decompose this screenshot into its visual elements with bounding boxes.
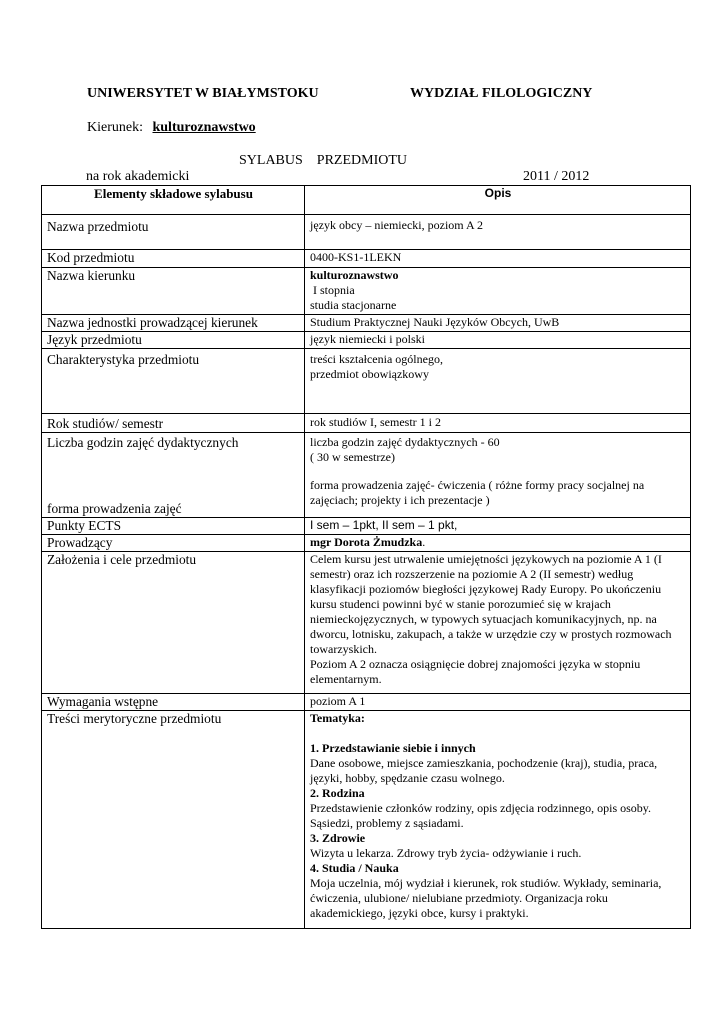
- row-label: Kod przedmiotu: [42, 250, 305, 268]
- row-value: rok studiów I, semestr 1 i 2: [305, 414, 691, 433]
- table-row: [42, 433, 691, 518]
- table-row: [42, 694, 691, 711]
- academic-year-label: na rok akademicki: [86, 169, 190, 184]
- zalozenia-paragraph: Poziom A 2 oznacza osiągnięcie dobrej znajomości języka w stopniu elementarnym.: [310, 657, 641, 686]
- table-row: [42, 250, 691, 268]
- table-row: [42, 552, 691, 694]
- prowadzacy-suffix: .: [422, 535, 426, 549]
- faculty-name: WYDZIAŁ FILOLOGICZNY: [410, 86, 593, 101]
- row-value: 0400-KS1-1LEKN: [305, 250, 691, 268]
- kierunek-label: Kierunek:: [87, 120, 143, 135]
- syllabus-table: [41, 185, 691, 929]
- topic-body: Dane osobowe, miejsce zamieszkania, pochodzenie (kraj), studia, praca, języki, hobby, spędzanie czasu wolnego.: [310, 756, 658, 785]
- row-value: I sem – 1pkt, II sem – 1 pkt,: [305, 518, 691, 535]
- kierunek-name: kulturoznawstwo: [310, 268, 399, 282]
- table-header-row: [42, 186, 691, 215]
- row-value: poziom A 1: [305, 694, 691, 711]
- forma-prowadzenia-value: forma prowadzenia zajęć- ćwiczenia ( różne formy pracy socjalnej na zajęciach; projekty i ich prezentacje ): [310, 478, 645, 507]
- topic-title: 4. Studia / Nauka: [310, 861, 399, 875]
- row-value: [305, 349, 691, 414]
- topic-body: Przedstawienie członków rodziny, opis zdjęcia rodzinnego, opis osoby. Sąsiedzi, problemy z sąsiadami.: [310, 801, 652, 830]
- row-label: Prowadzący: [42, 535, 305, 552]
- table-row: [42, 535, 691, 552]
- row-label: Język przedmiotu: [42, 332, 305, 349]
- row-value: [305, 535, 691, 552]
- table-row: [42, 215, 691, 250]
- zalozenia-paragraph: Celem kursu jest utrwalenie umiejętności językowych na poziomie A 1 (I semestr) oraz ich rozszerzenie na poziomie A 2 (II semestr) według klasyfikacji poziomów biegłości językowej Rady Europy. Po ukończeniu kursu studenci powinni być w stanie porozumieć się w krajach niemieckojęzycznych, w typowych sytuacjach komunikacyjnych, np. na dworcu, lotnisku, zakupach, a także w urzędzie czy w prostych rozmowach towarzyskich.: [310, 552, 672, 656]
- row-label: Nazwa jednostki prowadzącej kierunek: [42, 315, 305, 332]
- prowadzacy-name: mgr Dorota Żmudzka: [310, 535, 423, 549]
- row-value: [305, 433, 691, 518]
- table-row: [42, 332, 691, 349]
- row-value: [305, 711, 691, 929]
- liczba-godzin-semester: ( 30 w semestrze): [310, 450, 395, 464]
- topic-body: Wizyta u lekarza. Zdrowy tryb życia- odżywianie i ruch.: [310, 846, 582, 860]
- row-value: [305, 268, 691, 315]
- row-label: Treści merytoryczne przedmiotu: [42, 711, 305, 929]
- tematyka-heading: Tematyka:: [310, 711, 365, 725]
- row-value: [305, 552, 691, 694]
- kierunek-value: kulturoznawstwo: [152, 120, 256, 135]
- kierunek-mode: studia stacjonarne: [310, 298, 397, 312]
- academic-year-value: 2011 / 2012: [523, 169, 590, 184]
- row-label: Wymagania wstępne: [42, 694, 305, 711]
- table-row: [42, 268, 691, 315]
- row-label: Nazwa przedmiotu: [42, 215, 305, 250]
- row-label: Założenia i cele przedmiotu: [42, 552, 305, 694]
- charakterystyka-line: treści kształcenia ogólnego,: [310, 352, 443, 366]
- row-value: język niemiecki i polski: [305, 332, 691, 349]
- forma-prowadzenia-label: forma prowadzenia zajęć: [47, 501, 182, 516]
- table-row: [42, 349, 691, 414]
- liczba-godzin-label: Liczba godzin zajęć dydaktycznych: [47, 435, 239, 450]
- row-value: Studium Praktycznej Nauki Języków Obcych, UwB: [305, 315, 691, 332]
- university-name: UNIWERSYTET W BIAŁYMSTOKU: [87, 86, 319, 101]
- table-row: [42, 315, 691, 332]
- row-value: język obcy – niemiecki, poziom A 2: [305, 215, 691, 250]
- row-label: Charakterystyka przedmiotu: [42, 349, 305, 414]
- row-label: Rok studiów/ semestr: [42, 414, 305, 433]
- kierunek-degree: I stopnia: [310, 283, 355, 297]
- topic-title: 2. Rodzina: [310, 786, 365, 800]
- sylabus-title: SYLABUS PRZEDMIOTU: [239, 153, 408, 168]
- topic-title: 1. Przedstawianie siebie i innych: [310, 741, 476, 755]
- table-row: [42, 414, 691, 433]
- column-header-elements: Elementy składowe sylabusu: [42, 186, 305, 215]
- row-label: Nazwa kierunku: [42, 268, 305, 315]
- row-label: Punkty ECTS: [42, 518, 305, 535]
- table-row: [42, 711, 691, 929]
- topic-title: 3. Zdrowie: [310, 831, 366, 845]
- topic-body: Moja uczelnia, mój wydział i kierunek, rok studiów. Wykłady, seminaria, ćwiczenia, ulubione/ nielubiane przedmioty. Organizacja roku akademickiego, języki obce, kursy i praktyki.: [310, 876, 662, 920]
- kierunek-line: [87, 120, 256, 136]
- column-header-opis: Opis: [305, 186, 691, 215]
- charakterystyka-line: przedmiot obowiązkowy: [310, 367, 429, 381]
- liczba-godzin-value: liczba godzin zajęć dydaktycznych - 60: [310, 435, 500, 449]
- row-label: [42, 433, 305, 518]
- table-row: [42, 518, 691, 535]
